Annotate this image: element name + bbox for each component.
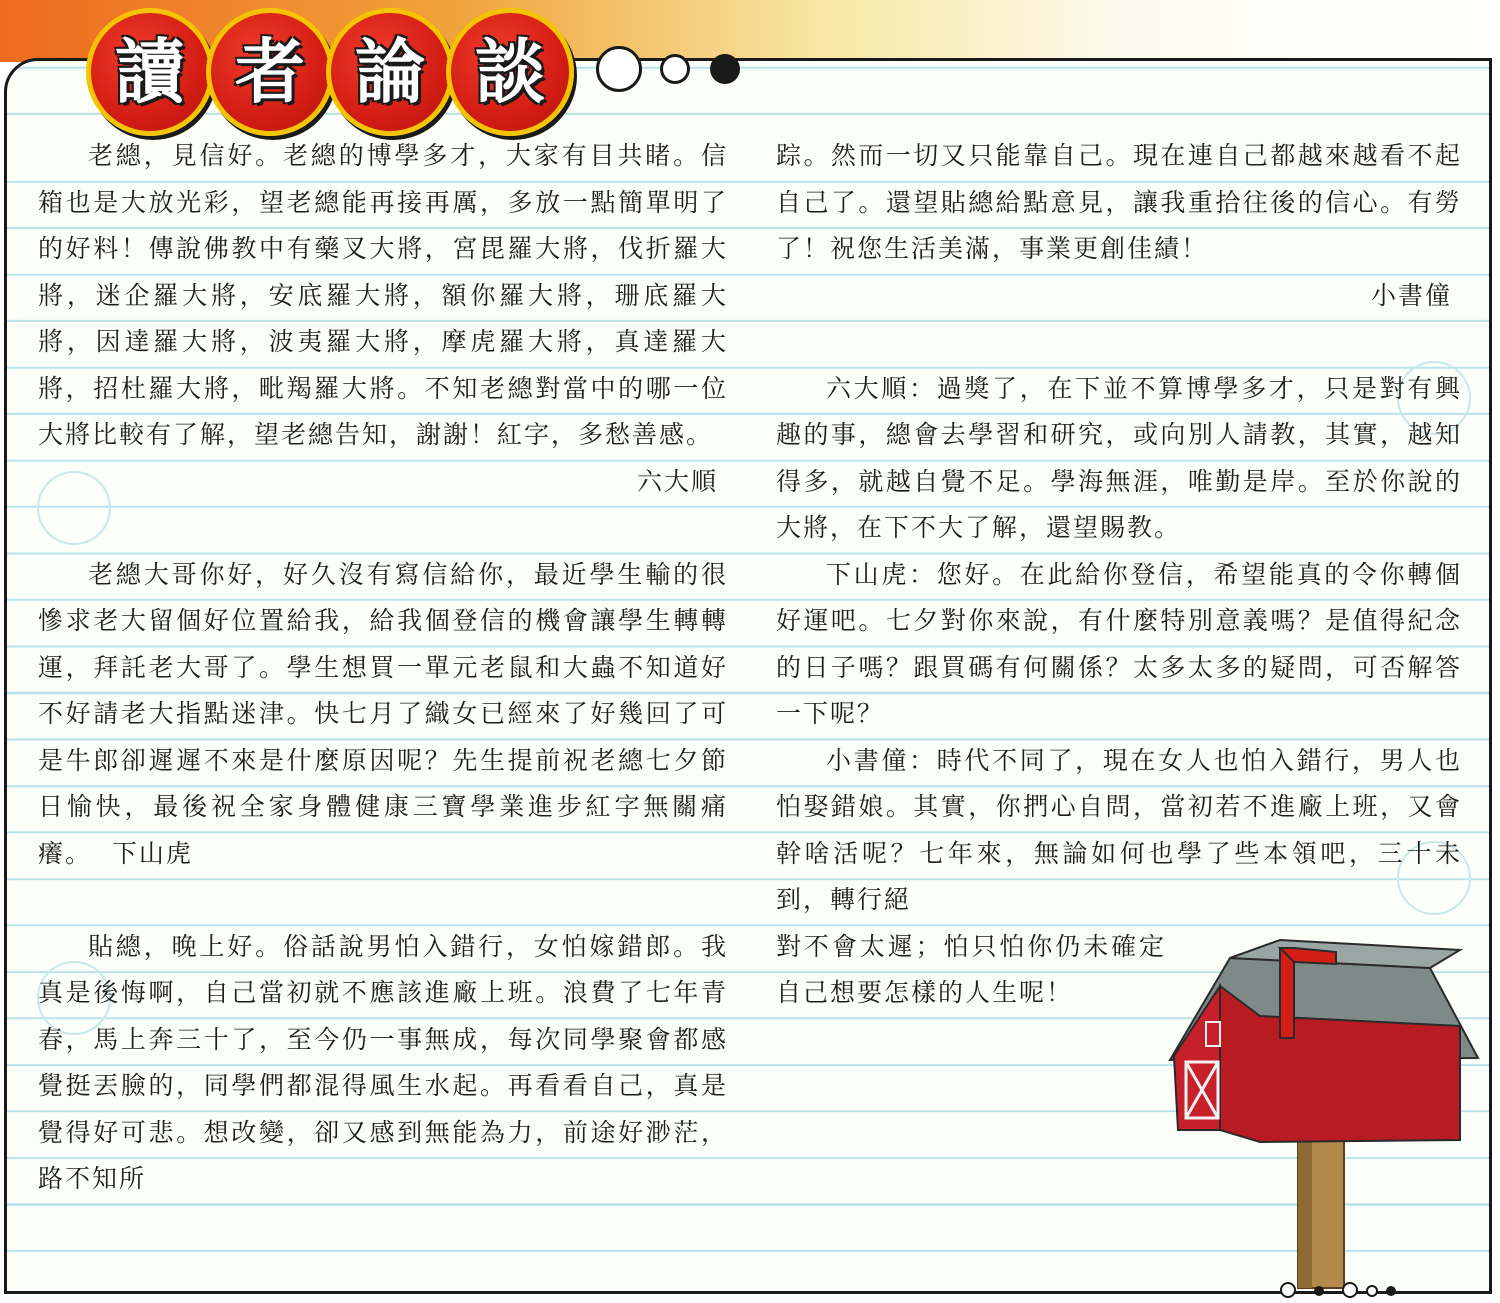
reader-letter-continued: 踪。然而一切又只能靠自己。現在連自己都越來越看不起自己了。還望貼總給點意見，讓我重拾往後的信心。有勞了！祝您生活美滿，事業更創佳績！	[776, 141, 1462, 263]
title-badge: 讀	[86, 8, 214, 136]
reader-letter: 貼總，晚上好。俗話說男怕入錯行，女怕嫁錯郎。我真是後悔啊，自己當初就不應該進廠上班。浪費了七年青春，馬上奔三十了，至今仍一事無成，每次同學聚會都感覺挺丟臉的，同學們都混得風生水起。再看看自己，真是覺得好可悲。想改變，卻又感到無能為力，前途好渺茫，路不知所	[38, 931, 728, 1193]
left-column	[38, 133, 728, 1203]
reader-letter: 老總，見信好。老總的博學多才，大家有目共睹。信箱也是大放光彩，望老總能再接再厲，多放一點簡單明了的好料！傳說佛教中有藥叉大將，宮毘羅大將，伐折羅大將，迷企羅大將，安底羅大將，額你羅大將，珊底羅大將，因達羅大將，波夷羅大將，摩虎羅大將，真達羅大將，招杜羅大將，毗羯羅大將。不知老總對當中的哪一位大將比較有了解，望老總告知，謝謝！紅字，多愁善感。	[38, 141, 728, 449]
editor-reply-continued: 對不會太遲；怕只怕你仍未確定自己想要怎樣的人生呢！	[776, 931, 1166, 1007]
editor-reply: 六大順：過獎了，在下並不算博學多才，只是對有興趣的事，總會去學習和研究，或向別人請教，其實，越知得多，就越自覺不足。學海無涯，唯勤是岸。至於你說的大將，在下不大了解，還望賜教。	[776, 373, 1462, 542]
reader-letter: 老總大哥你好，好久沒有寫信給你，最近學生輸的很慘求老大留個好位置給我，給我個登信的機會讓學生轉轉運，拜託老大哥了。學生想買一單元老鼠和大蟲不知道好不好請老大指點迷津。快七月了織女已經來了好幾回了可是牛郎卻遲遲不來是什麼原因呢？先生提前祝老總七夕節日愉快，最後祝全家身體健康三寶學業進步紅字無關痛癢。 下山虎	[38, 559, 728, 868]
title-badge: 者	[206, 8, 334, 136]
title-badge: 論	[326, 8, 454, 136]
mailbox-icon	[1160, 930, 1490, 1290]
editor-reply: 小書僮：時代不同了，現在女人也怕入錯行，男人也怕娶錯娘。其實，你捫心自問，當初若不進廠上班，又會幹啥活呢？七年來，無論如何也學了些本領吧，三十未到，轉行絕	[776, 745, 1462, 914]
letter-signature: 下山虎	[111, 838, 193, 868]
letter-signature: 小書僮	[1370, 280, 1452, 310]
letter-signature: 六大順	[636, 466, 718, 496]
editor-reply: 下山虎：您好。在此給你登信，希望能真的令你轉個好運吧。七夕對你來說，有什麼特別意義嗎？是值得紀念的日子嗎？跟買碼有何關係？太多太多的疑問，可否解答一下呢？	[776, 559, 1462, 728]
right-column	[776, 133, 1462, 1017]
title-badge: 談	[446, 8, 574, 136]
